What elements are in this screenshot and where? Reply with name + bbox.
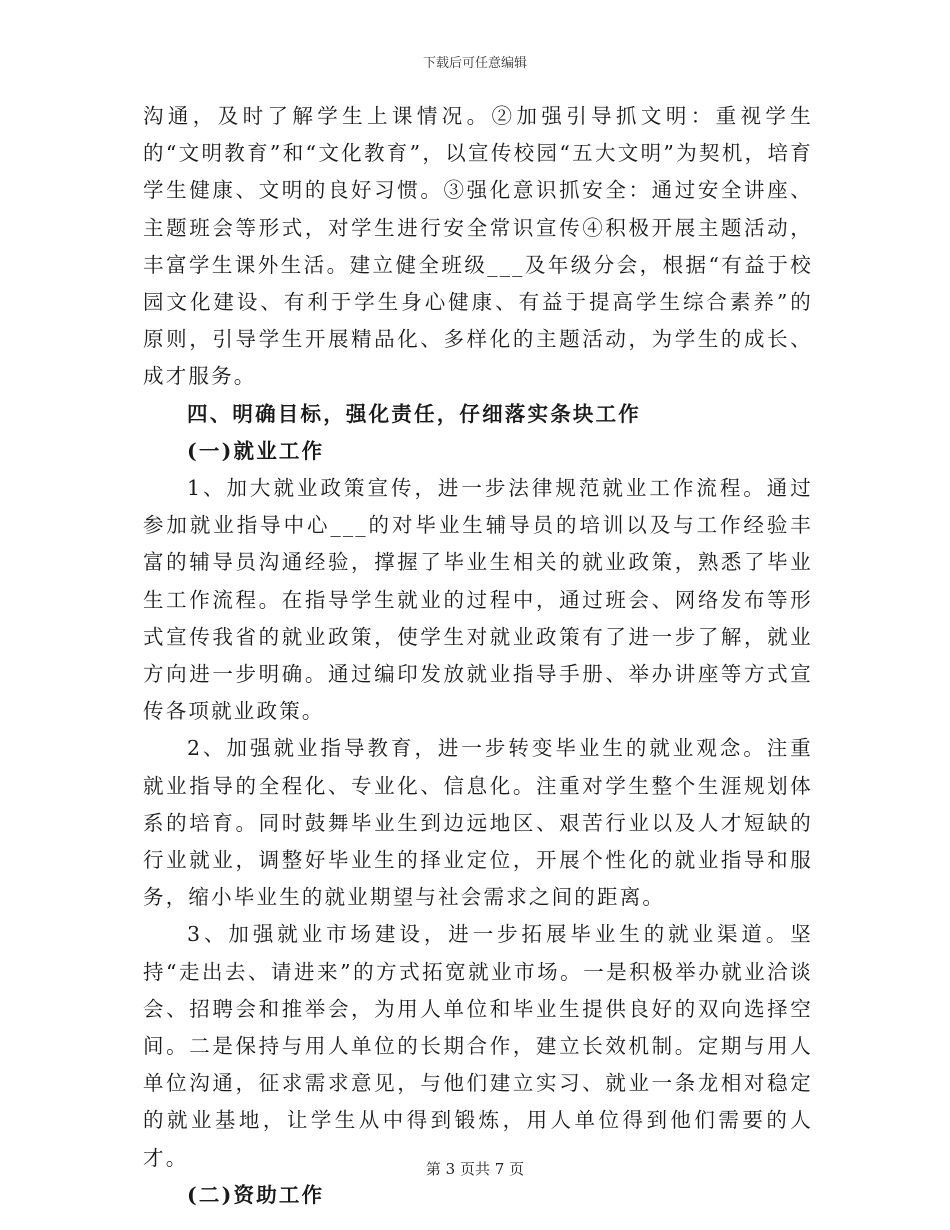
subsection-heading-employment: (一)就业工作 (187, 438, 325, 463)
subsection-heading-aid: (二)资助工作 (187, 1182, 325, 1207)
paragraph-employment-1: 1、加大就业政策宣传，进一步法律规范就业工作流程。通过参加就业指导中心___的对毕业生辅导员的培训以及与工作经验丰富的辅导员沟通经验，撑握了毕业生相关的就业政策，熟悉了毕业生工作流程。在指导学生就业的过程中，通过班会、网络发布等形式宣传我省的就业政策，使学生对就业政策有了进一步了解，就业方向进一步明确。通过编印发放就业指导手册、举办讲座等方式宣传各项就业政策。 (143, 476, 813, 724)
page-number: 第 3 页共 7 页 (425, 1160, 525, 1178)
paragraph-employment-2: 2、加强就业指导教育，进一步转变毕业生的就业观念。注重就业指导的全程化、专业化、信息化。注重对学生整个生涯规划体系的培育。同时鼓舞毕业生到边远地区、艰苦行业以及人才短缺的行业就业，调整好毕业生的择业定位，开展个性化的就业指导和服务，缩小毕业生的就业期望与社会需求之间的距离。 (143, 736, 813, 910)
header-note: 下载后可任意编辑 (422, 56, 527, 71)
section-heading-4: 四、明确目标，强化责任，仔细落实条块工作 (187, 401, 641, 426)
document-body (143, 98, 813, 1214)
paragraph-employment-3: 3、加强就业市场建设，进一步拓展毕业生的就业渠道。坚持“走出去、请进来”的方式拓宽就业市场。一是积极举办就业洽谈会、招聘会和推举会，为用人单位和毕业生提供良好的双向选择空间。二是保持与用人单位的长期合作，建立长效机制。定期与用人单位沟通，征求需求意见，与他们建立实习、就业一条龙相对稳定的就业基地，让学生从中得到锻炼，用人单位得到他们需要的人才。 (143, 922, 813, 1170)
paragraph-continuation: 沟通，及时了解学生上课情况。②加强引导抓文明：重视学生的“文明教育”和“文化教育”，以宣传校园“五大文明”为契机，培育学生健康、文明的良好习惯。③强化意识抓安全：通过安全讲座、主题班会等形式，对学生进行安全常识宣传④积极开展主题活动，丰富学生课外生活。建立健全班级___及年级分会，根据“有益于校园文化建设、有利于学生身心健康、有益于提高学生综合素养”的原则，引导学生开展精品化、多样化的主题活动，为学生的成长、成才服务。 (143, 104, 813, 389)
